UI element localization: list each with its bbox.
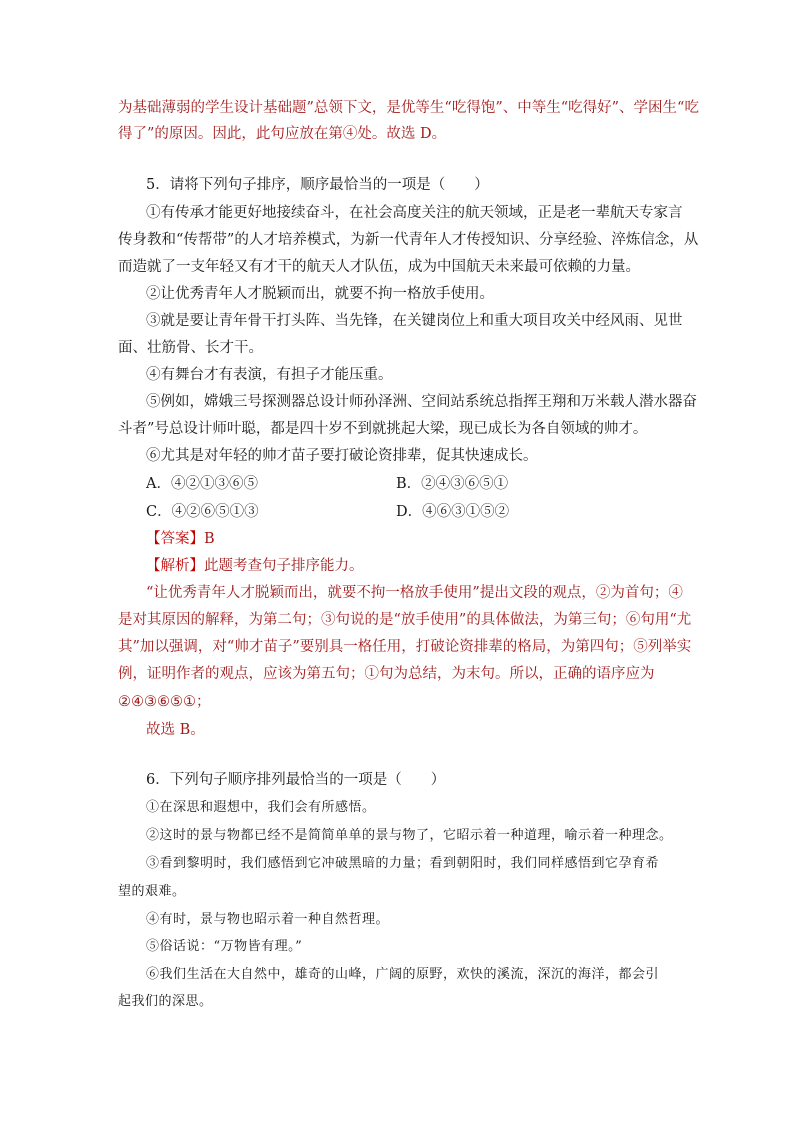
q5-option-d: D．④⑥③①⑤② — [396, 504, 510, 520]
q5-analysis — [146, 556, 364, 576]
q5-explanation-line-2: 是对其原因的解释，为第二句；③句说的是“放手使用”的具体做法，为第三句；⑥句用“尤 — [118, 612, 692, 628]
q5-sentence-3-line-1: ③就是要让青年骨干打头阵、当先锋，在关键岗位上和重大项目攻关中经风雨、见世 — [146, 313, 683, 329]
q6-sentence-1: ①在深思和遐想中，我们会有所感悟。 — [146, 800, 376, 815]
q5-sentence-1-line-2: 传身教和“传帮带”的人才培养模式，为新一代青年人才传授知识、分享经验、淬炼信念，从 — [118, 232, 699, 248]
q5-conclusion: 故选 B。 — [146, 722, 205, 738]
q5-sentence-5-line-1: ⑤例如，嫦娥三号探测器总设计师孙泽洲、空间站系统总指挥王翔和万米载人潜水器奋 — [146, 394, 697, 410]
q5-sentence-1-line-3: 而造就了一支年轻又有才干的航天人才队伍，成为中国航天未来最可依赖的力量。 — [118, 259, 640, 275]
prev-analysis-line-2: 得了”的原因。因此，此句应放在第④处。故选 D。 — [118, 126, 447, 142]
q5-option-b: B．②④③⑥⑤① — [396, 476, 509, 492]
q5-sentence-6: ⑥尤其是对年轻的帅才苗子要打破论资排辈，促其快速成长。 — [146, 448, 538, 464]
q5-explanation-line-1: “让优秀青年人才脱颖而出，就要不拘一格放手使用”提出文段的观点，②为首句；④ — [146, 585, 683, 601]
q5-option-c: C．④②⑥⑤①③ — [146, 504, 259, 520]
q5-sentence-2: ②让优秀青年人才脱颖而出，就要不拘一格放手使用。 — [146, 286, 494, 302]
q6-sentence-6-line-1: ⑥我们生活在大自然中，雄奇的山峰，广阔的原野，欢快的溪流，深沉的海洋，都会引 — [146, 967, 660, 982]
q6-stem: 6．下列句子顺序排列最恰当的一项是（ ） — [146, 772, 446, 788]
answer-label: 【答案】 — [146, 531, 204, 547]
q5-answer — [146, 529, 215, 549]
q5-sentence-5-line-2: 斗者”号总设计师叶聪，都是四十岁不到就挑起大梁，现已成长为各自领域的帅才。 — [118, 421, 648, 437]
analysis-text: 此题考查句子排序能力。 — [204, 558, 364, 574]
q6-sentence-3-line-2: 望的艰难。 — [118, 884, 186, 899]
analysis-label: 【解析】 — [146, 558, 204, 574]
q6-sentence-6-line-2: 起我们的深思。 — [118, 994, 213, 1009]
q5-stem: 5．请将下列句子排序，顺序最恰当的一项是（ ） — [146, 177, 489, 193]
answer-value: B — [204, 531, 215, 547]
q5-sentence-3-line-2: 面、壮筋骨、长才干。 — [118, 340, 263, 356]
q6-sentence-4: ④有时，景与物也昭示着一种自然哲理。 — [146, 912, 390, 927]
q5-sentence-1-line-1: ①有传承才能更好地接续奋斗，在社会高度关注的航天领域，正是老一辈航天专家言 — [146, 205, 683, 221]
q5-explanation-line-3: 其”加以强调，对“帅才苗子”要别具一格任用，打破论资排辈的格局，为第四句；⑤列举实 — [118, 639, 692, 655]
q5-option-a: A．④②①③⑥⑤ — [146, 476, 258, 492]
prev-analysis-line-1: 为基础薄弱的学生设计基础题”总领下文，是优等生“吃得饱”、中等生“吃得好”、学困生“吃 — [118, 100, 699, 116]
q5-explanation-line-5: ②④③⑥⑤①； — [118, 694, 211, 710]
q6-sentence-5: ⑤俗话说：“万物皆有理。” — [146, 939, 303, 954]
q6-sentence-2: ②这时的景与物都已经不是简简单单的景与物了，它昭示着一种道理，喻示着一种理念。 — [146, 828, 673, 843]
q5-explanation-line-4: 例，证明作者的观点，应该为第五句；①句为总结，为末句。所以，正确的语序应为 — [118, 666, 655, 682]
q5-sentence-4: ④有舞台才有表演，有担子才能压重。 — [146, 367, 393, 383]
q6-sentence-3-line-1: ③看到黎明时，我们感悟到它冲破黑暗的力量；看到朝阳时，我们同样感悟到它孕育希 — [146, 856, 660, 871]
